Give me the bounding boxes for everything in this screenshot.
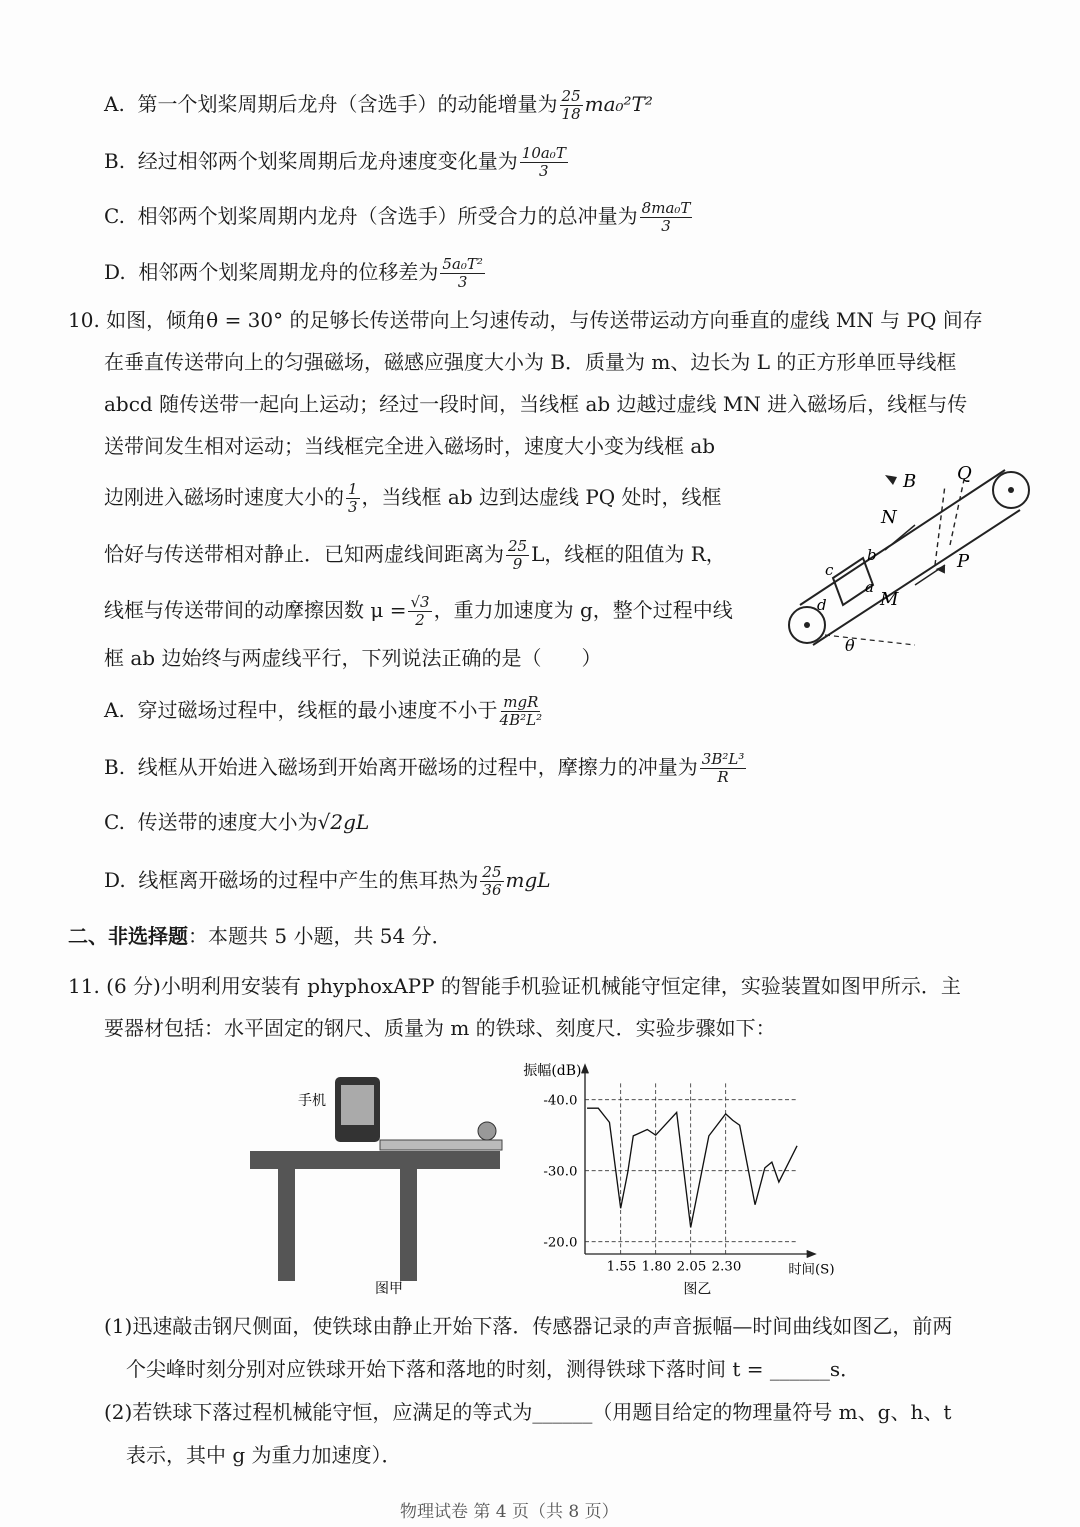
x-axis-label: 时间(S) xyxy=(788,1262,835,1278)
label-d: d xyxy=(817,596,827,614)
q10-line-3: abcd 随传送带一起向上运动；经过一段时间，当线框 ab 边越过虚线 MN 进入磁场后，线框与传 xyxy=(104,392,968,416)
conveyor-belt-figure xyxy=(785,455,1030,670)
label-Q: Q xyxy=(957,463,972,484)
label-b: b xyxy=(867,546,877,564)
iron-ball xyxy=(478,1122,496,1140)
option-c: C. 传送带的速度大小为√2gL xyxy=(104,810,370,834)
x-tick-label: 1.80 xyxy=(641,1259,672,1275)
label-M: M xyxy=(880,589,899,610)
figure-jia-apparatus xyxy=(240,1065,520,1300)
q10-line-2: 在垂直传送带向上的匀强磁场，磁感应强度大小为 B．质量为 m、边长为 L 的正方形单匝导线框 xyxy=(104,350,957,374)
x-tick-label: 1.55 xyxy=(606,1259,637,1275)
q10-line-4: 送带间发生相对运动；当线框完全进入磁场时，速度大小变为线框 ab xyxy=(104,434,716,458)
q10-line-7: 线框与传送带间的动摩擦因数 μ = $\frac{√3}{2}$ ，重力加速度为 g，整个过程中线 xyxy=(104,593,733,629)
option-c: C. 相邻两个划桨周期内龙舟（含选手）所受合力的总冲量为 $\frac{\text{8ma₀T}}{3}$ xyxy=(104,199,691,235)
q11-step-2b: 表示，其中 g 为重力加速度）． xyxy=(126,1443,402,1467)
option-d: D. 线框离开磁场的过程中产生的焦耳热为 $\frac{25}{36}$ mgL xyxy=(104,863,551,899)
y-tick-label: -30.0 xyxy=(543,1164,578,1180)
q10-line-6: 恰好与传送带相对静止．已知两虚线间距离为 $\frac{25}{9}$ L，线框的阻值为 R， xyxy=(104,537,726,573)
q11-step-1b: 个尖峰时刻分别对应铁球开始下落和落地的时刻，测得铁球下落时间 t = ______s． xyxy=(126,1357,861,1381)
option-a: A. 第一个划桨周期后龙舟（含选手）的动能增量为 $\frac{25}{18}$ ma₀²T² xyxy=(104,87,653,123)
chart-caption: 图乙 xyxy=(683,1281,712,1298)
option-b: B. 经过相邻两个划桨周期后龙舟速度变化量为 $\frac{\text{10a₀T}}{3}$ xyxy=(104,144,566,180)
option-d: D. 相邻两个划桨周期龙舟的位移差为 $\frac{\text{5a₀T²}}{3}$ xyxy=(104,255,483,291)
y-tick-label: -20.0 xyxy=(543,1235,578,1251)
label-a: a xyxy=(865,578,874,596)
x-tick-label: 2.30 xyxy=(711,1259,742,1275)
section-2-heading: 二、非选择题：本题共 5 小题，共 54 分． xyxy=(68,924,452,948)
amplitude-line xyxy=(587,1108,797,1227)
q10-line-1: 10. 如图，倾角θ = 30° 的足够长传送带向上匀速传动，与传送带运动方向垂直的虚线 MN 与 PQ 间存 xyxy=(68,308,983,332)
q11-line-2: 要器材包括：水平固定的钢尺、质量为 m 的铁球、刻度尺．实验步骤如下： xyxy=(104,1016,776,1040)
y-tick-label: -40.0 xyxy=(543,1093,578,1109)
svg-text:手机: 手机 xyxy=(298,1093,326,1109)
label-N: N xyxy=(881,507,897,528)
q11-step-2a: (2)若铁球下落过程机械能守恒，应满足的等式为______（用题目给定的物理量符号 m、g、h、t xyxy=(104,1400,952,1424)
option-b: B. 线框从开始进入磁场到开始离开磁场的过程中，摩擦力的冲量为 $\frac{\text{3B²L³}}{R}$ xyxy=(104,750,745,786)
label-P: P xyxy=(957,551,970,572)
svg-text:图甲: 图甲 xyxy=(375,1281,403,1297)
q11-line-1: 11. (6 分)小明利用安装有 phyphoxAPP 的智能手机验证机械能守恒定律，实验装置如图甲所示．主 xyxy=(68,974,961,998)
q10-line-8: 框 ab 边始终与两虚线平行，下列说法正确的是（ ） xyxy=(104,646,602,670)
option-a: A. 穿过磁场过程中，线框的最小速度不小于 $\frac{\text{mgR}}{\text{4B²L²}}$ xyxy=(104,693,543,729)
page-footer: 物理试卷 第 4 页（共 8 页） xyxy=(400,1502,619,1522)
figure-yi-amplitude-chart xyxy=(500,1050,850,1300)
q11-step-1a: (1)迅速敲击钢尺侧面，使铁球由静止开始下落．传感器记录的声音振幅—时间曲线如图乙，前两 xyxy=(104,1314,953,1338)
label-B: B xyxy=(903,471,917,492)
q10-line-5: 边刚进入磁场时速度大小的 $\frac{1}{3}$ ，当线框 ab 边到达虚线 PQ 处时，线框 xyxy=(104,480,722,516)
label-theta: θ xyxy=(845,636,855,655)
x-tick-label: 2.05 xyxy=(676,1259,707,1275)
label-c: c xyxy=(825,561,834,579)
y-axis-label: 振幅(dB) xyxy=(523,1063,582,1079)
